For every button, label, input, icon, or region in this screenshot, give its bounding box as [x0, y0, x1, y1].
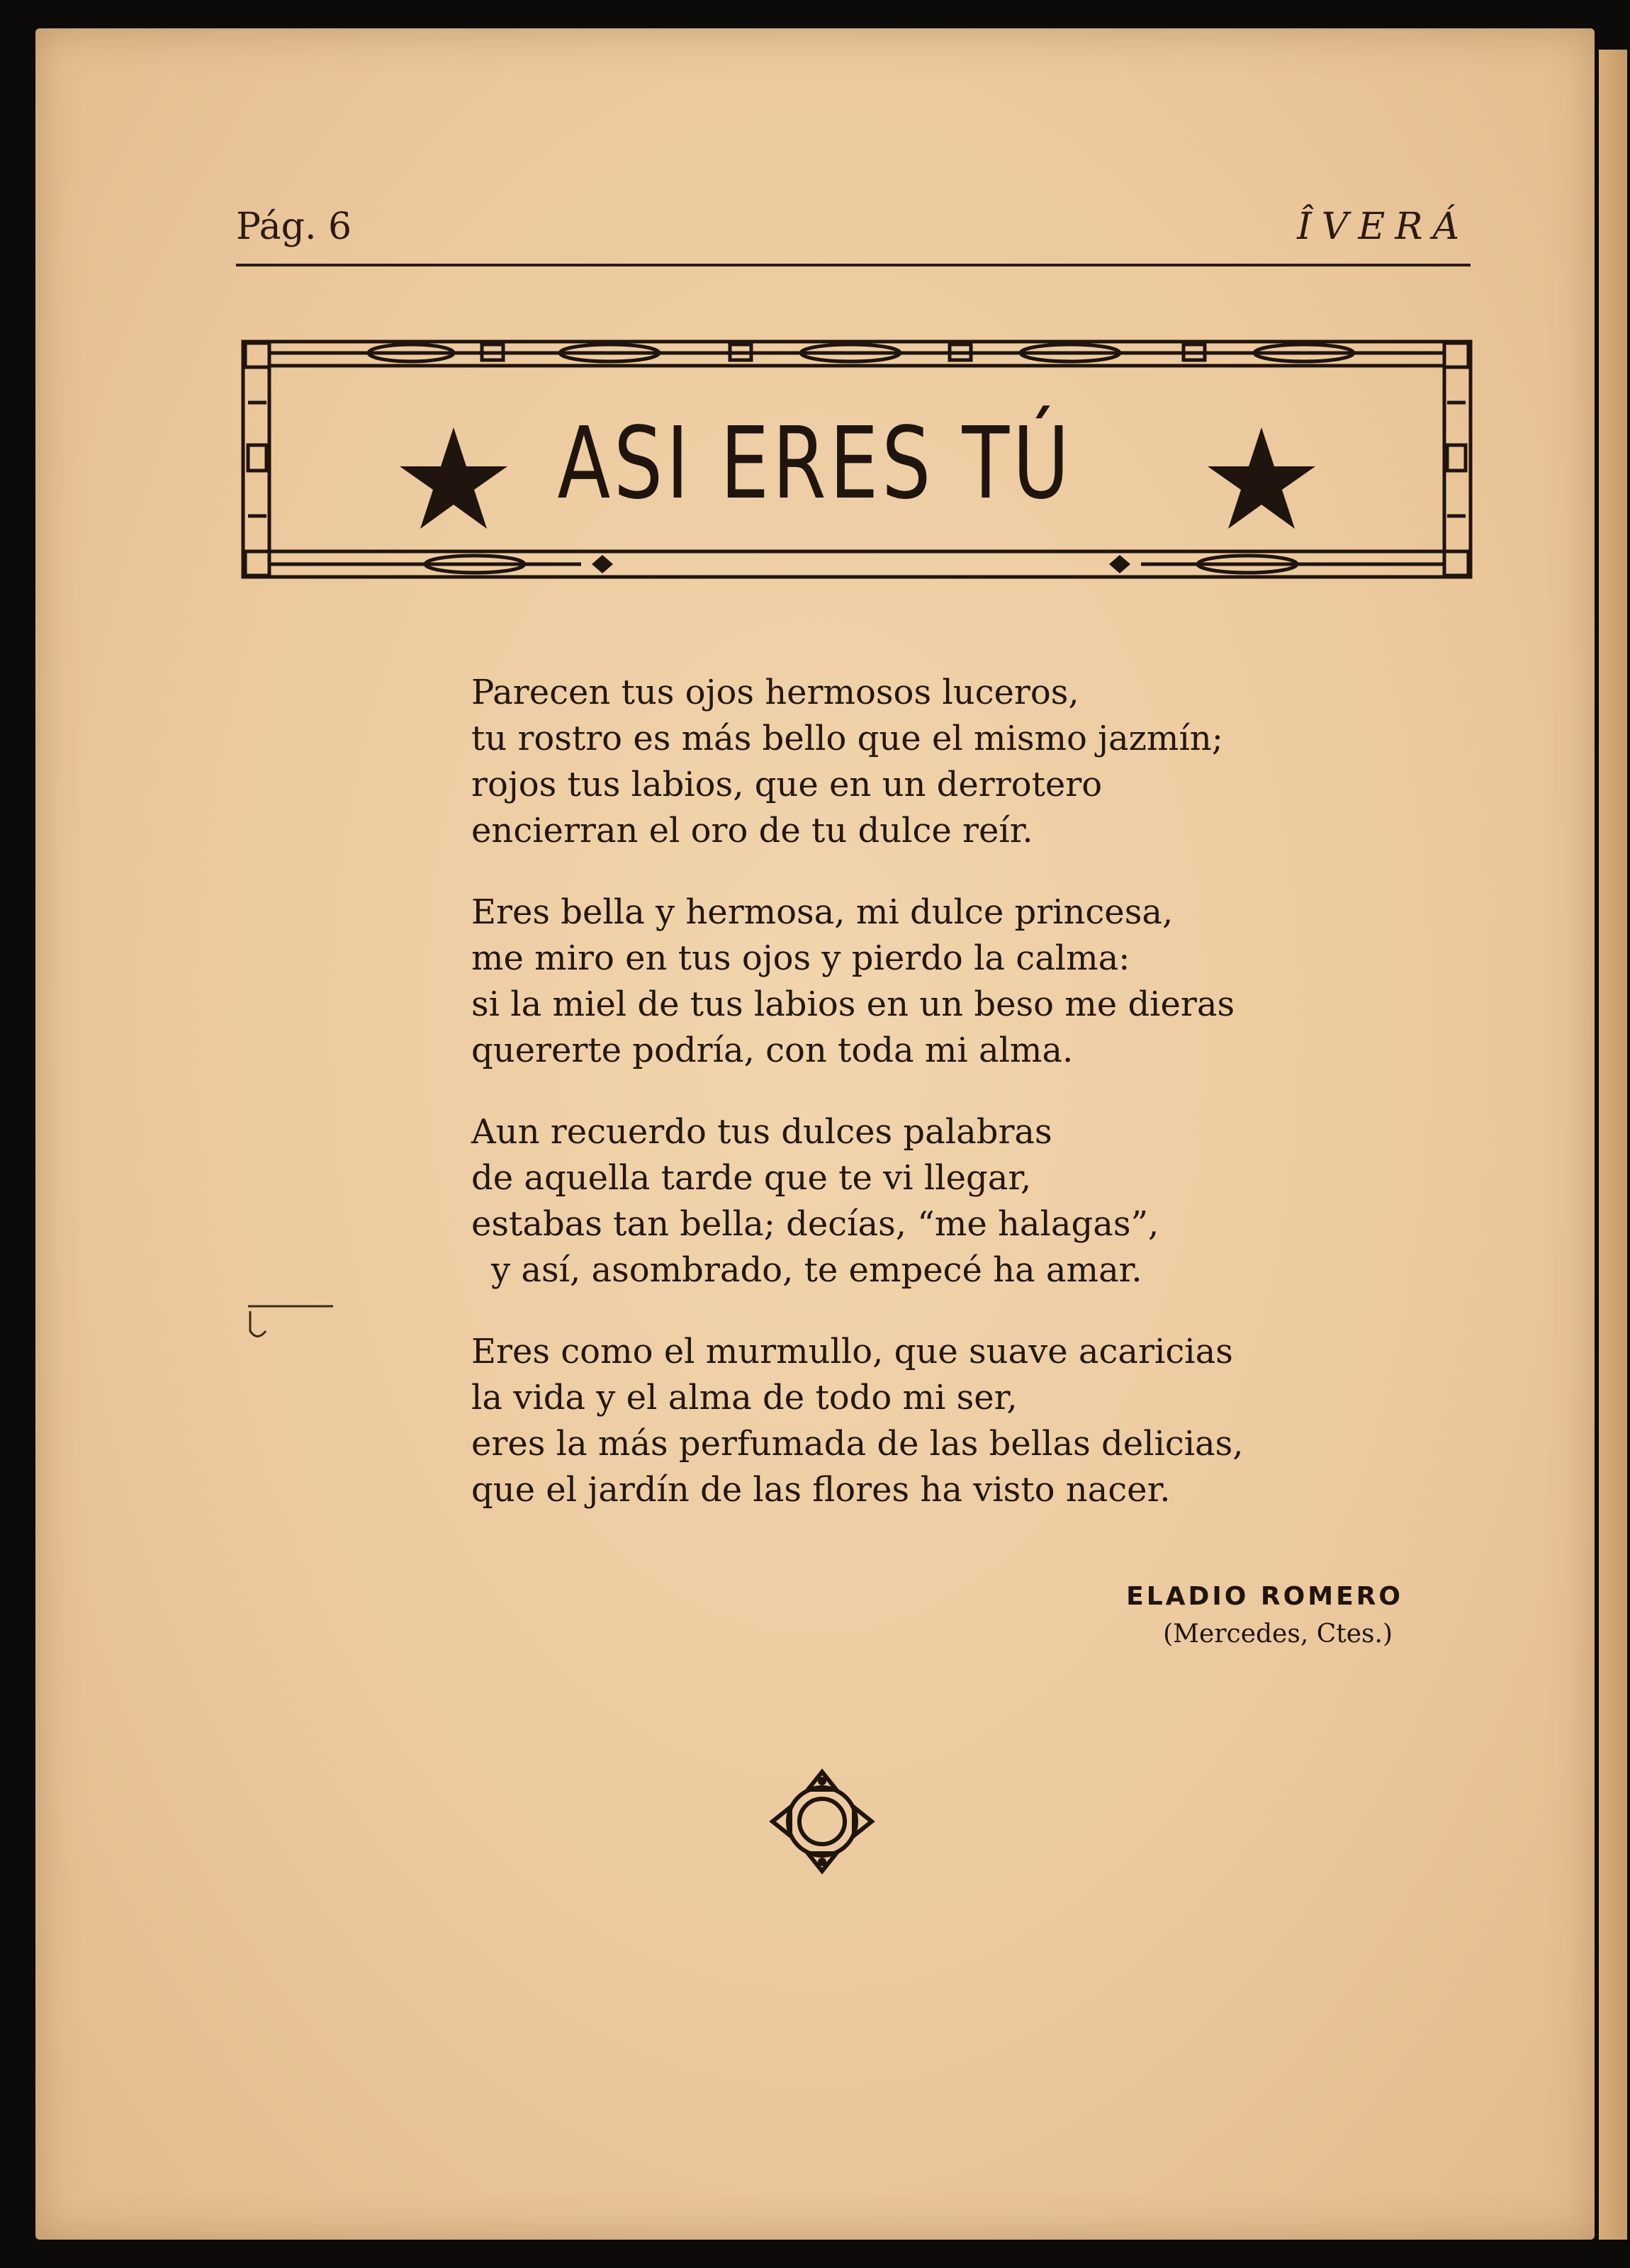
stanza	[471, 889, 1414, 1074]
poem-line: tu rostro es más bello que el mismo jazmín;	[471, 719, 1223, 758]
author-name: ELADIO ROMERO	[1126, 1582, 1403, 1611]
poem-title: ASI ERES TÚ	[557, 406, 1073, 522]
poem	[471, 670, 1414, 1513]
poem-line: Parecen tus ojos hermosos luceros,	[471, 673, 1079, 712]
author-place: (Mercedes, Ctes.)	[1163, 1619, 1393, 1649]
poem-line: quererte podría, con toda mi alma.	[471, 1031, 1074, 1070]
poem-line: Aun recuerdo tus dulces palabras	[471, 1112, 1052, 1152]
star-icon	[400, 427, 507, 529]
poem-line: si la miel de tus labios en un beso me dieras	[471, 984, 1235, 1024]
poem-line: que el jardín de las flores ha visto nacer.	[471, 1470, 1171, 1510]
poem-line: rojos tus labios, que en un derrotero	[471, 765, 1103, 804]
stanza	[471, 670, 1414, 854]
page-number: Pág. 6	[236, 206, 352, 248]
poem-line: Eres como el murmullo, que suave acaricias	[471, 1332, 1233, 1371]
book-spine	[1599, 50, 1627, 2240]
star-icon	[1208, 427, 1315, 529]
page-header	[236, 206, 1469, 262]
stanza	[471, 1329, 1414, 1513]
ornament-icon	[769, 1768, 875, 1875]
poem-line: estabas tan bella; decías, “me halagas”,	[471, 1204, 1159, 1244]
poem-line: encierran el oro de tu dulce reír.	[471, 811, 1033, 850]
header-rule	[236, 264, 1471, 266]
journal-name: ÎVERÁ	[1297, 206, 1469, 248]
poem-line: de aquella tarde que te vi llegar,	[471, 1158, 1032, 1198]
poem-line: y así, asombrado, te empecé ha amar.	[491, 1250, 1142, 1290]
margin-mark	[244, 1303, 337, 1345]
poem-line: me miro en tus ojos y pierdo la calma:	[471, 938, 1130, 978]
poem-line: la vida y el alma de todo mi ser,	[471, 1378, 1018, 1418]
stanza	[471, 1109, 1414, 1293]
poem-line: Eres bella y hermosa, mi dulce princesa,	[471, 892, 1174, 932]
poem-line: eres la más perfumada de las bellas delicias,	[471, 1424, 1244, 1464]
